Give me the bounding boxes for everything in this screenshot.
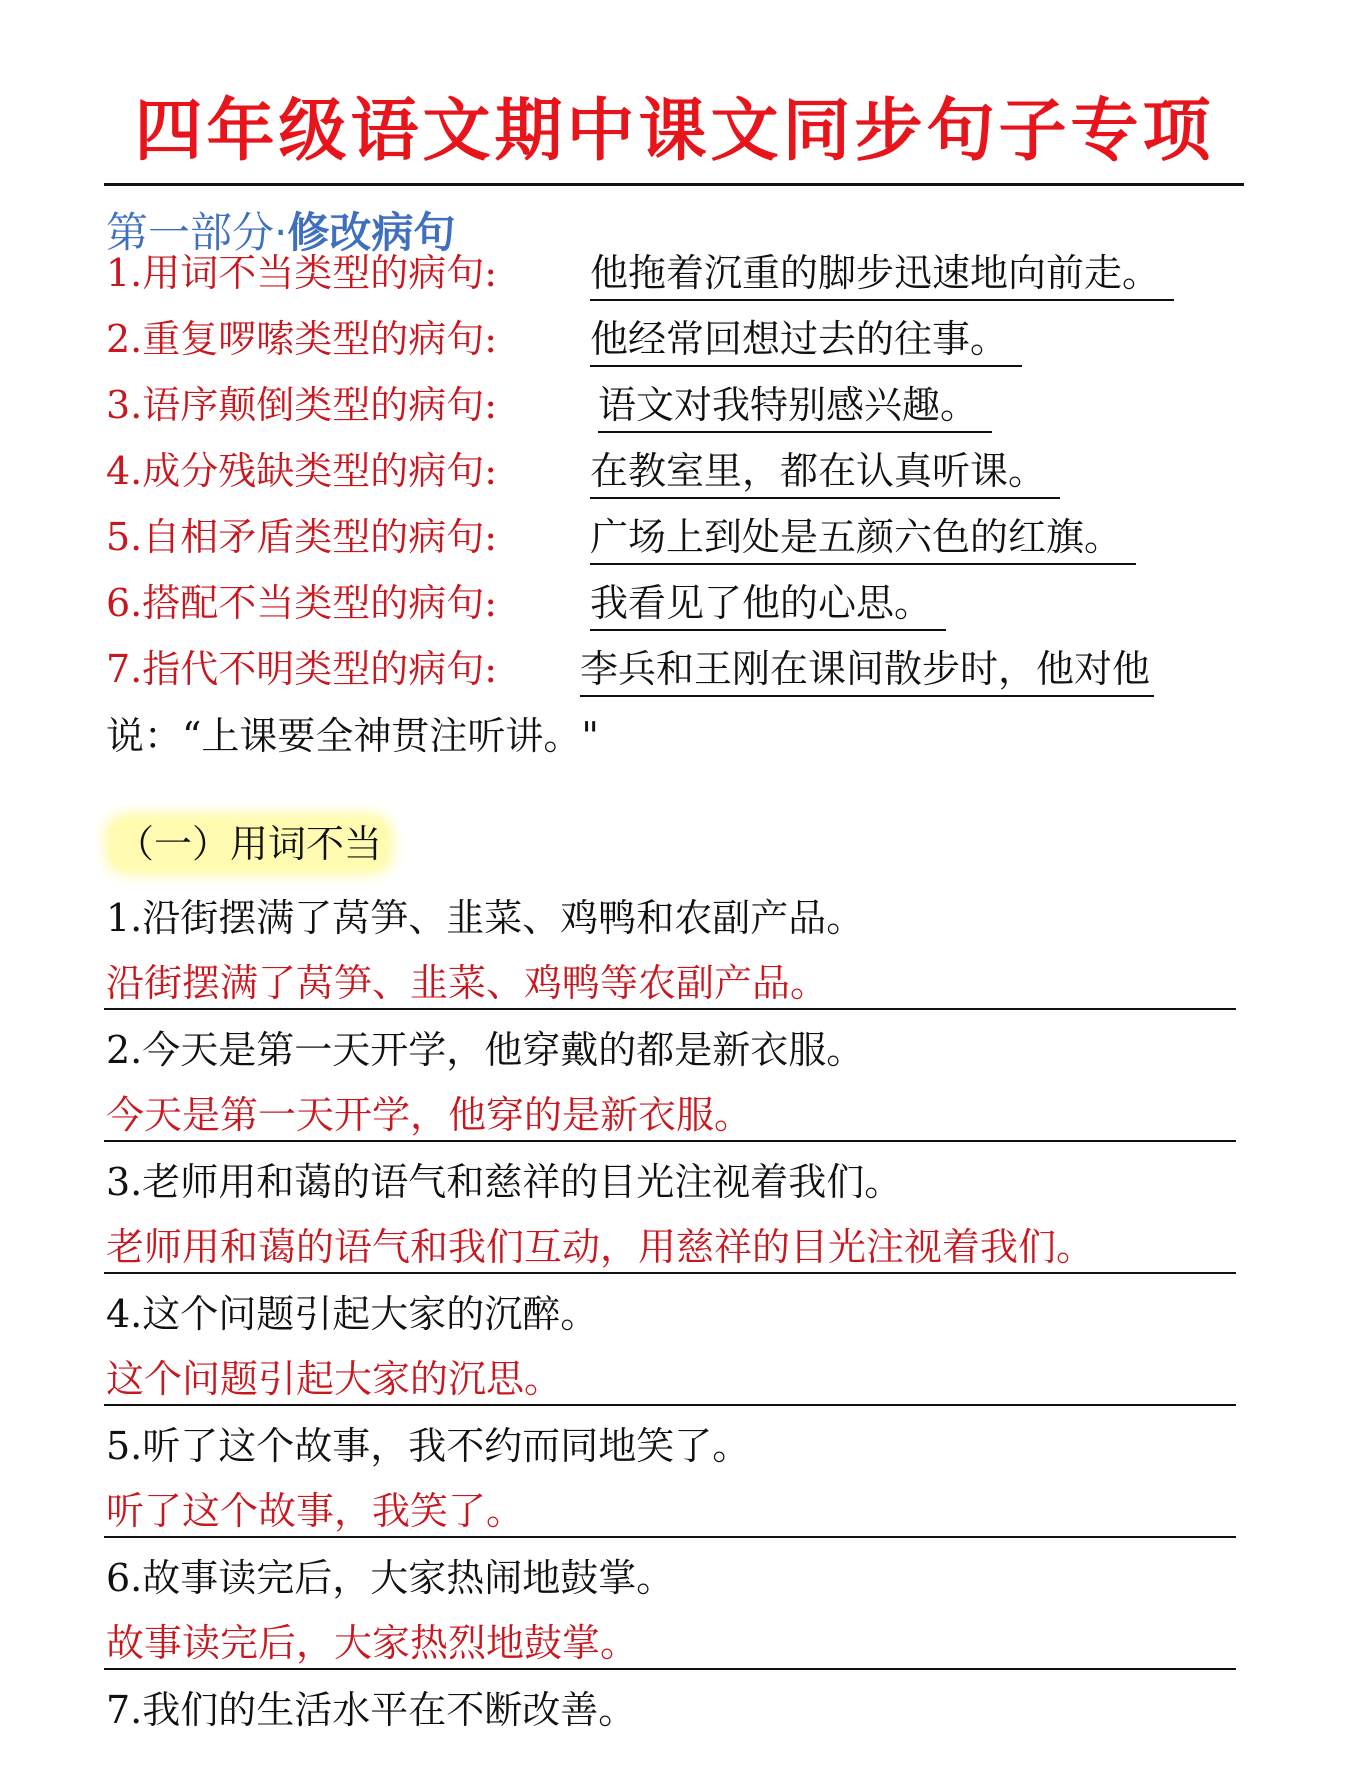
exercise-question: 2.今天是第一天开学，他穿戴的都是新衣服。 [106,1028,865,1072]
type-label: 3.语序颠倒类型的病句: [106,383,498,427]
type-example: 语文对我特别感兴趣。 [598,379,992,433]
type-label: 4.成分残缺类型的病句: [106,449,498,493]
type-example: 他拖着沉重的脚步迅速地向前走。 [590,247,1174,301]
type-row [106,313,1022,367]
answer-line [104,1404,1236,1406]
type-example: 我看见了他的心思。 [590,577,946,631]
exercise-answer: 听了这个故事，我笑了。 [106,1489,525,1533]
type-example-continued: 说：“上课要全神贯注听讲。" [106,714,599,758]
type-row [106,247,1174,301]
answer-line [104,1272,1236,1274]
exercise-answer: 故事读完后，大家热烈地鼓掌。 [106,1621,639,1665]
type-example: 在教室里，都在认真听课。 [590,445,1060,499]
answer-line [104,1536,1236,1538]
exercise-question: 6.故事读完后，大家热闹地鼓掌。 [106,1556,675,1600]
type-row [106,511,1136,565]
title-divider [104,183,1244,186]
exercise-answer: 今天是第一天开学，他穿的是新衣服。 [106,1093,753,1137]
type-example: 广场上到处是五颜六色的红旗。 [590,511,1136,565]
type-example: 他经常回想过去的往事。 [590,313,1022,367]
exercise-question: 4.这个问题引起大家的沉醉。 [106,1292,599,1336]
answer-line [104,1668,1236,1670]
exercise-question: 7.我们的生活水平在不断改善。 [106,1688,637,1732]
type-label: 6.搭配不当类型的病句: [106,581,498,625]
exercise-question: 5.听了这个故事，我不约而同地笑了。 [106,1424,751,1468]
exercise-answer: 沿街摆满了莴笋、韭菜、鸡鸭等农副产品。 [106,961,829,1005]
exercise-answer: 这个问题引起大家的沉思。 [106,1357,563,1401]
type-label: 5.自相矛盾类型的病句: [106,515,498,559]
type-row [106,643,1154,697]
type-row [106,445,1060,499]
exercise-question: 1.沿街摆满了莴笋、韭菜、鸡鸭和农副产品。 [106,896,865,940]
section-name: 修改病句 [287,208,456,257]
answer-line [104,1008,1236,1010]
type-label: 7.指代不明类型的病句: [106,647,498,691]
type-row [106,577,946,631]
subsection-heading: （一）用词不当 [110,818,388,870]
type-label: 1.用词不当类型的病句: [106,251,498,295]
answer-line [104,1140,1236,1142]
exercise-answer: 老师用和蔼的语气和我们互动，用慈祥的目光注视着我们。 [106,1225,1095,1269]
section-prefix: 第一部分· [106,208,288,257]
type-row [106,379,992,433]
page-title: 四年级语文期中课文同步句子专项 [134,92,1215,171]
type-label: 2.重复啰嗦类型的病句: [106,317,498,361]
type-example: 李兵和王刚在课间散步时，他对他 [580,643,1154,697]
exercise-question: 3.老师用和蔼的语气和慈祥的目光注视着我们。 [106,1160,903,1204]
